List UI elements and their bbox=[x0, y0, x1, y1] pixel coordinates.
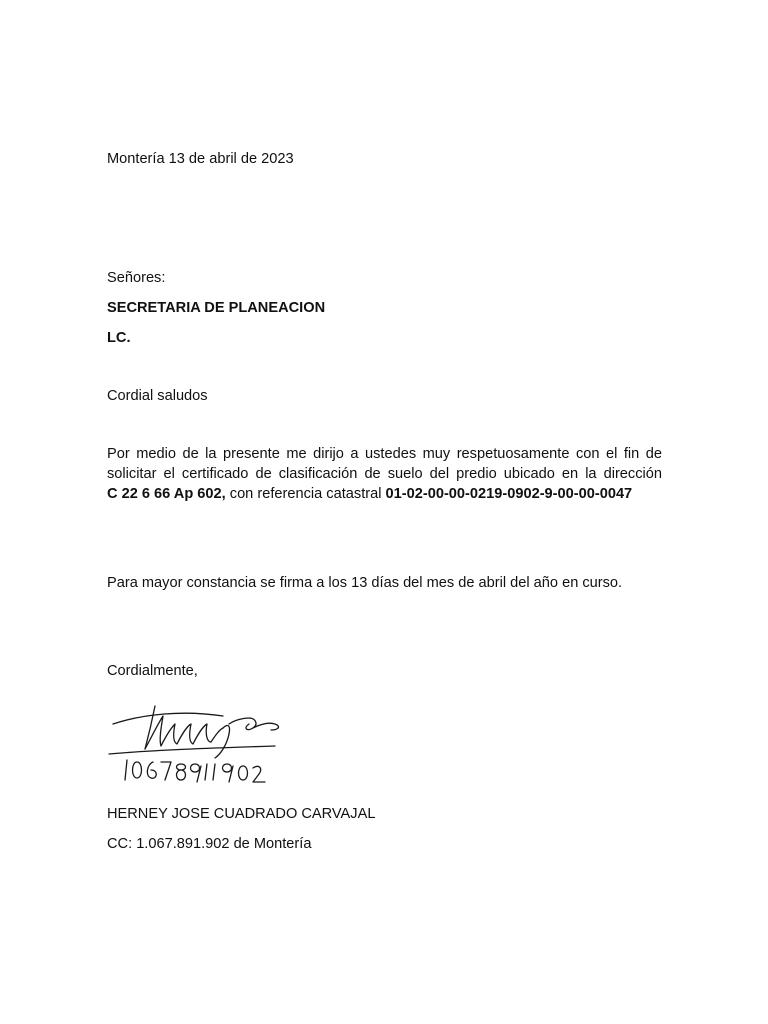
signer-id: CC: 1.067.891.902 de Montería bbox=[107, 836, 312, 852]
body-line-2: solicitar el certificado de clasificación de suelo del predio ubicado en la dirección bbox=[107, 466, 662, 482]
date-line: Montería 13 de abril de 2023 bbox=[107, 151, 294, 167]
greeting: Cordial saludos bbox=[107, 388, 208, 404]
recipient-city: LC. bbox=[107, 330, 131, 346]
signer-name: HERNEY JOSE CUADRADO CARVAJAL bbox=[107, 806, 376, 822]
handwritten-signature bbox=[103, 694, 293, 790]
body-line-1: Por medio de la presente me dirijo a ustedes muy respetuosamente con el fin de bbox=[107, 446, 662, 462]
closing-statement: Para mayor constancia se firma a los 13 días del mes de abril del año en curso. bbox=[107, 575, 623, 591]
property-address: C 22 6 66 Ap 602, bbox=[107, 486, 226, 502]
body-line-3 bbox=[107, 484, 662, 504]
closing: Cordialmente, bbox=[107, 663, 198, 679]
cadastral-label: con referencia catastral bbox=[225, 486, 386, 502]
salutation: Señores: bbox=[107, 270, 166, 286]
body-paragraph bbox=[107, 444, 662, 504]
recipient-org: SECRETARIA DE PLANEACION bbox=[107, 300, 326, 316]
cadastral-reference: 01-02-00-00-0219-0902-9-00-00-0047 bbox=[385, 486, 633, 502]
